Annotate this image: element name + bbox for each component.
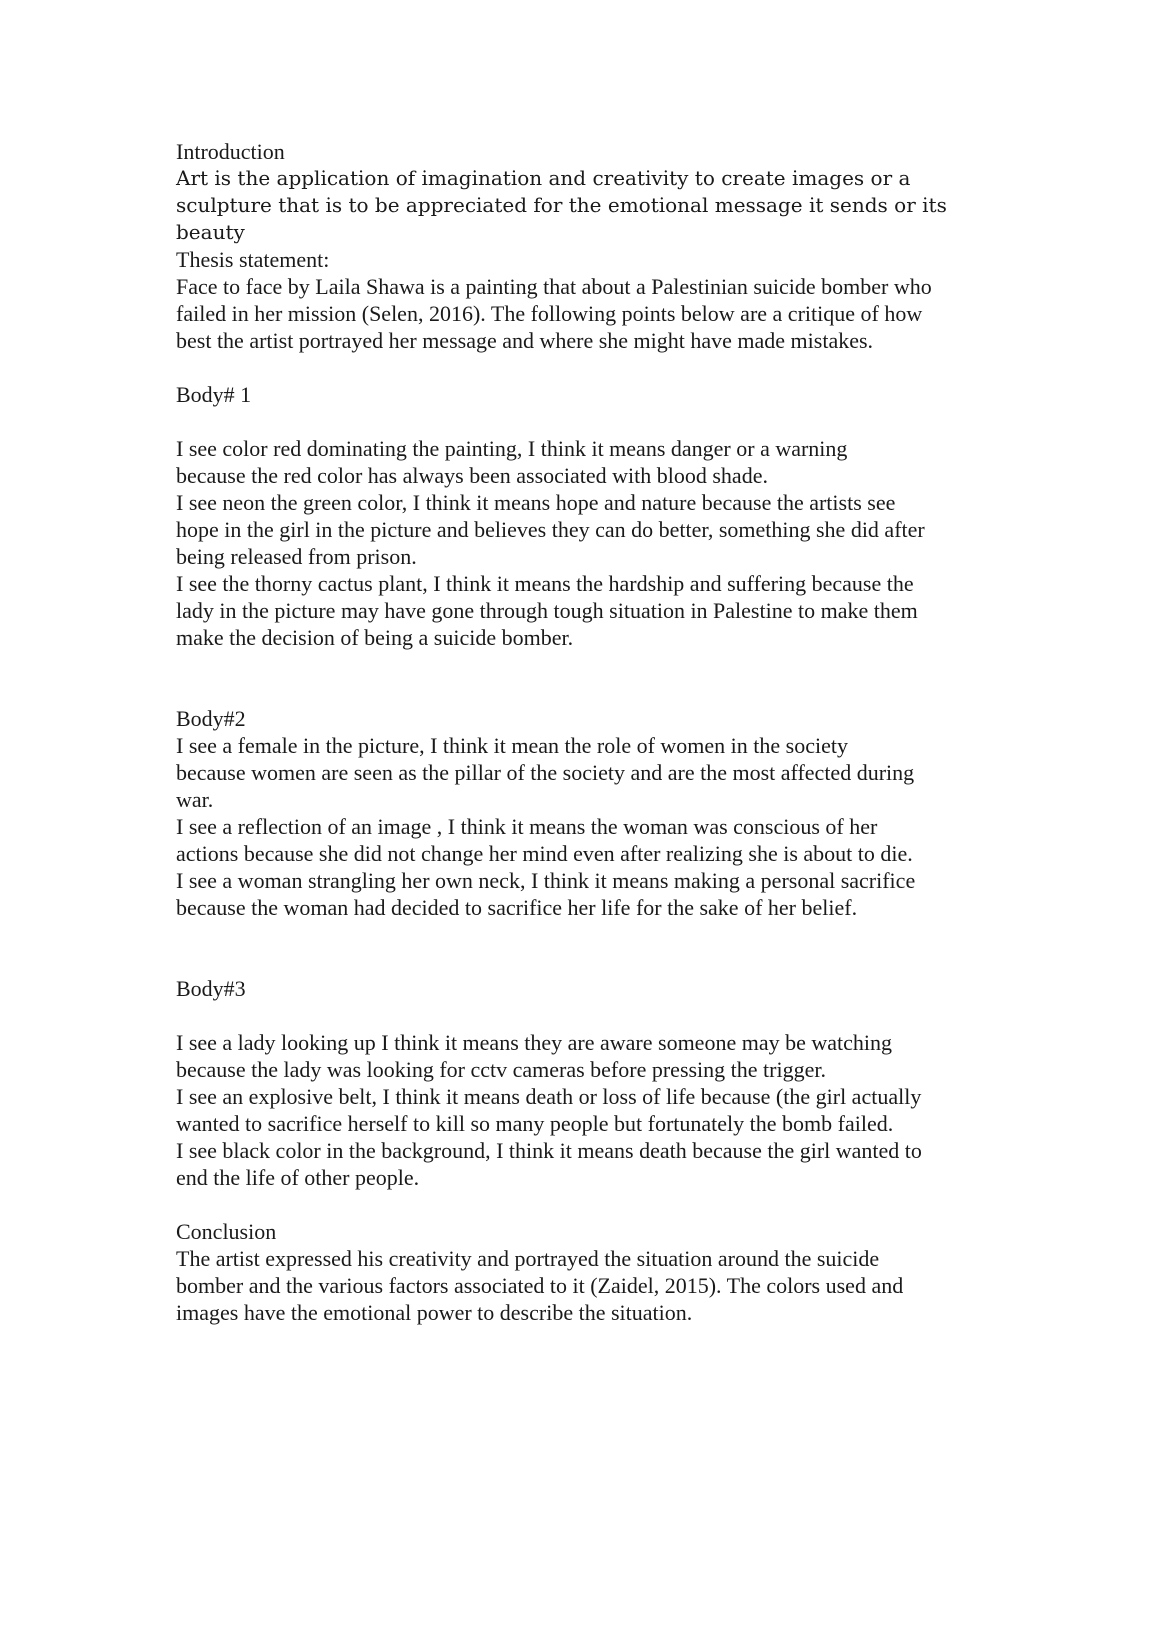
- body3-line: end the life of other people.: [176, 1165, 420, 1190]
- body2-line: because women are seen as the pillar of the society and are the most affected during: [176, 760, 915, 785]
- body1-line: I see neon the green color, I think it means hope and nature because the artists see: [176, 490, 896, 515]
- definition-paragraph: [176, 165, 996, 246]
- thesis-paragraph: [176, 273, 996, 354]
- conclusion-paragraph: [176, 1245, 996, 1326]
- document-page: [176, 138, 996, 1326]
- definition-line: Art is the application of imagination and creativity to create images or a: [176, 166, 911, 190]
- body1-line: make the decision of being a suicide bomber.: [176, 625, 574, 650]
- body1-line: lady in the picture may have gone through tough situation in Palestine to make them: [176, 598, 918, 623]
- body2-line: war.: [176, 787, 214, 812]
- body2-line: because the woman had decided to sacrifice her life for the sake of her belief.: [176, 895, 858, 920]
- body3-paragraph: [176, 1029, 996, 1191]
- thesis-line: best the artist portrayed her message and where she might have made mistakes.: [176, 328, 874, 353]
- conclusion-heading: Conclusion: [176, 1219, 277, 1244]
- thesis-label: Thesis statement:: [176, 247, 330, 272]
- body3-line: wanted to sacrifice herself to kill so many people but fortunately the bomb failed.: [176, 1111, 894, 1136]
- body1-line: I see the thorny cactus plant, I think it means the hardship and suffering because the: [176, 571, 914, 596]
- introduction-heading: Introduction: [176, 139, 285, 164]
- body1-line: being released from prison.: [176, 544, 417, 569]
- body2-line: I see a woman strangling her own neck, I think it means making a personal sacrifice: [176, 868, 916, 893]
- body3-heading: Body#3: [176, 976, 246, 1001]
- definition-line: sculpture that is to be appreciated for the emotional message it sends or its: [176, 193, 947, 217]
- conclusion-line: The artist expressed his creativity and portrayed the situation around the suicide: [176, 1246, 880, 1271]
- body2-line: I see a female in the picture, I think it mean the role of women in the society: [176, 733, 848, 758]
- conclusion-line: bomber and the various factors associated to it (Zaidel, 2015). The colors used and: [176, 1273, 904, 1298]
- body1-line: because the red color has always been associated with blood shade.: [176, 463, 768, 488]
- body1-heading: Body# 1: [176, 382, 252, 407]
- body3-line: because the lady was looking for cctv cameras before pressing the trigger.: [176, 1057, 826, 1082]
- body2-line: actions because she did not change her mind even after realizing she is about to die.: [176, 841, 913, 866]
- body1-line: hope in the girl in the picture and believes they can do better, something she did after: [176, 517, 925, 542]
- body1-line: I see color red dominating the painting, I think it means danger or a warning: [176, 436, 848, 461]
- conclusion-line: images have the emotional power to describe the situation.: [176, 1300, 693, 1325]
- body2-line: I see a reflection of an image , I think it means the woman was conscious of her: [176, 814, 878, 839]
- body2-paragraph: [176, 732, 996, 921]
- thesis-line: failed in her mission (Selen, 2016). The following points below are a critique of how: [176, 301, 923, 326]
- body3-line: I see black color in the background, I think it means death because the girl wanted to: [176, 1138, 922, 1163]
- body3-line: I see an explosive belt, I think it means death or loss of life because (the girl actually: [176, 1084, 922, 1109]
- body3-line: I see a lady looking up I think it means they are aware someone may be watching: [176, 1030, 892, 1055]
- definition-line: beauty: [176, 220, 245, 244]
- thesis-line: Face to face by Laila Shawa is a painting that about a Palestinian suicide bomber who: [176, 274, 932, 299]
- body1-paragraph: [176, 435, 996, 651]
- body2-heading: Body#2: [176, 706, 246, 731]
